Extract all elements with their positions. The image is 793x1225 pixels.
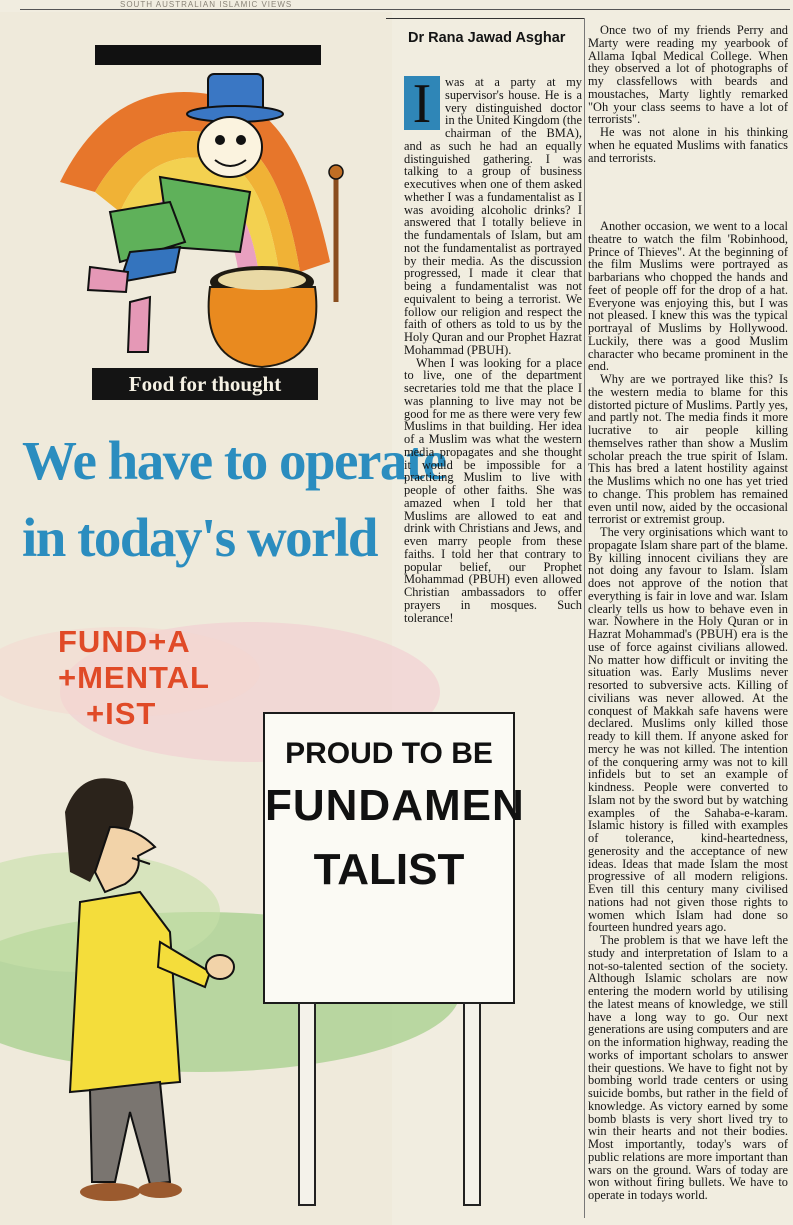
paragraph: The very orginisations which want to propagate Islam share part of the blame. By killing innocent civilians they are not doing any favour to Islam. Islam does not approve of the notion that everything is fair in love and war. Islam clearly tells us how to behave even in war. Nowhere in the Holy Quran or in Hazrat Mohammad's (PBUH) era is the use of force against civilians allowed. No matter how difficult or inviting the situation was. Early Muslims never resorted to subversive acts. Killing of civilians was never allowed. At the conquest of Makkah safe havens were declared. Muslims only killed those ready to kill them. If anyone asked for mercy he was not killed. The intention of the conquering army was not to kill infidels but to set an example of kindness. People were converted to Islam not by the sword but by watching examples of the Sahaba-e-karam. Islamic history is filled with examples of tolerance, kind-heartedness, generosity and the acceptance of new ideas. Ideas that made Islam the most progressive of all modern religions. Even till this century many civilised nations had not given those rights to women which Islam had done so fourteen hundred years ago. (588, 525, 788, 935)
author-byline: Dr Rana Jawad Asghar (408, 30, 566, 46)
masthead: SOUTH AUSTRALIAN ISLAMIC VIEWS (120, 0, 293, 9)
paragraph: The problem is that we have left the study and interpretation of Islam to a not-so-talented section of the society. Although Islamic scholars are now entering the modern world by utilising the latest means of knowledge, we still have a long way to go. Our next generations are using computers and are on the information highway, reading the works of important scholars to answer their questions. We have to fight not by bombing world trade centers or using suicide bombs, but rather in the field of knowledge. As victory earned by some bomb blasts is very short lived try to win their hearts and not their bodies. Most importantly, today's wars of public relations are more important than wars on the ground. Wars of today are won without firing bullets. We have to operate in todays world. (588, 933, 788, 1202)
paragraph: Once two of my friends Perry and Marty were reading my yearbook of Allama Iqbal Medical College. When they observed a lot of photographs of my classfellows with beards and moustaches, Marty lightly remarked "Oh your class seems to have a lot of terrorists". (588, 23, 788, 127)
paragraph: When I was looking for a place to live, one of the department secretaries told me that the place I was planning to live may not be good for me as there were very few Muslims in that building. Her idea of a Muslim was what the western media propagates and she thought it would be impossible for a practicing Muslim to live with people of other faiths. She was amazed when I told her that Muslims are allowed to eat and drink with Christians and Jews, and even marry people from these faiths. I told her that contrary to popular belief, our Prophet Mohammad (PBUH) even allowed Christian ambassadors to offer prayers in mosques. Such tolerance! (404, 355, 582, 625)
sign-line-2: FUNDAMEN (265, 781, 525, 830)
drop-cap: I (404, 76, 440, 130)
headline (22, 422, 446, 576)
article-column-2-top (588, 24, 788, 164)
paragraph: Why are we portrayed like this? Is the western media to blame for this distorted picture of Muslims. Partly yes, and partly not. The media finds it more lucrative to air people killing themselves rather than show a Muslim scholar preach the true spirit of Islam. This has bred a latent hostility against the Muslims which no one has yet tried to change. This problem has remained even until now, aided by the occasional terrorist or extremist group. (588, 372, 788, 527)
column-rule (584, 18, 585, 1218)
protest-sign (263, 712, 525, 1004)
sign-post-right (463, 1002, 481, 1206)
paragraph: Another occasion, we went to a local theatre to watch the film 'Robinhood, Prince of Thieves". At the beginning of the film Muslims were portrayed as barbarians who chopped the hands and feet of people off for the drop of a hat. Everyone was enjoying this, but I was not pleased. I knew this was the typical portrayal of Muslims by Hollywood. Luckily, there was a good Muslim character who became prominent in the end. (588, 219, 788, 374)
fund-line-2: +MENTAL (58, 660, 210, 695)
article-column-2 (588, 220, 788, 1202)
article-column-1 (404, 73, 582, 625)
headline-line-1: We have to operate (22, 430, 446, 491)
headline-line-2: in today's world (22, 507, 377, 568)
sign-text (265, 734, 525, 902)
fund-line-1: FUND+A (58, 624, 191, 659)
fund-line-3: +IST (86, 696, 157, 731)
top-rule (20, 9, 790, 10)
kicker-label: Food for thought (92, 368, 318, 400)
paragraph: He was not alone in his thinking when he equated Muslims with fanatics and terrorists. (588, 125, 788, 165)
sign-line-1: PROUD TO BE (285, 737, 493, 770)
byline-rule (386, 18, 584, 19)
paragraph: I was at a party at my supervisor's house. He is a very distinguished doctor in the United Kingdom (the chairman of the BMA), and as such he had an equally distinguished gathering. I was talking to a group of business executives when one of them asked whether I was a fundamentalist as I was avoiding alcoholic drinks? I answered that I totally believe in the fundamentals of Islam, but am not the fundamentalist as portrayed by their media. As the discussion progressed, I made it clear that being a fundamentalist was not equivalent to being a terrorist. We follow our religion and respect the faith of others as told to us by the Holy Quran and our Prophet Hazrat Mohammad (PBUH). (404, 73, 582, 357)
fund-a-mental-ist-text (58, 624, 210, 732)
sign-post-left (298, 1002, 316, 1206)
sign-line-3: TALIST (313, 845, 465, 894)
